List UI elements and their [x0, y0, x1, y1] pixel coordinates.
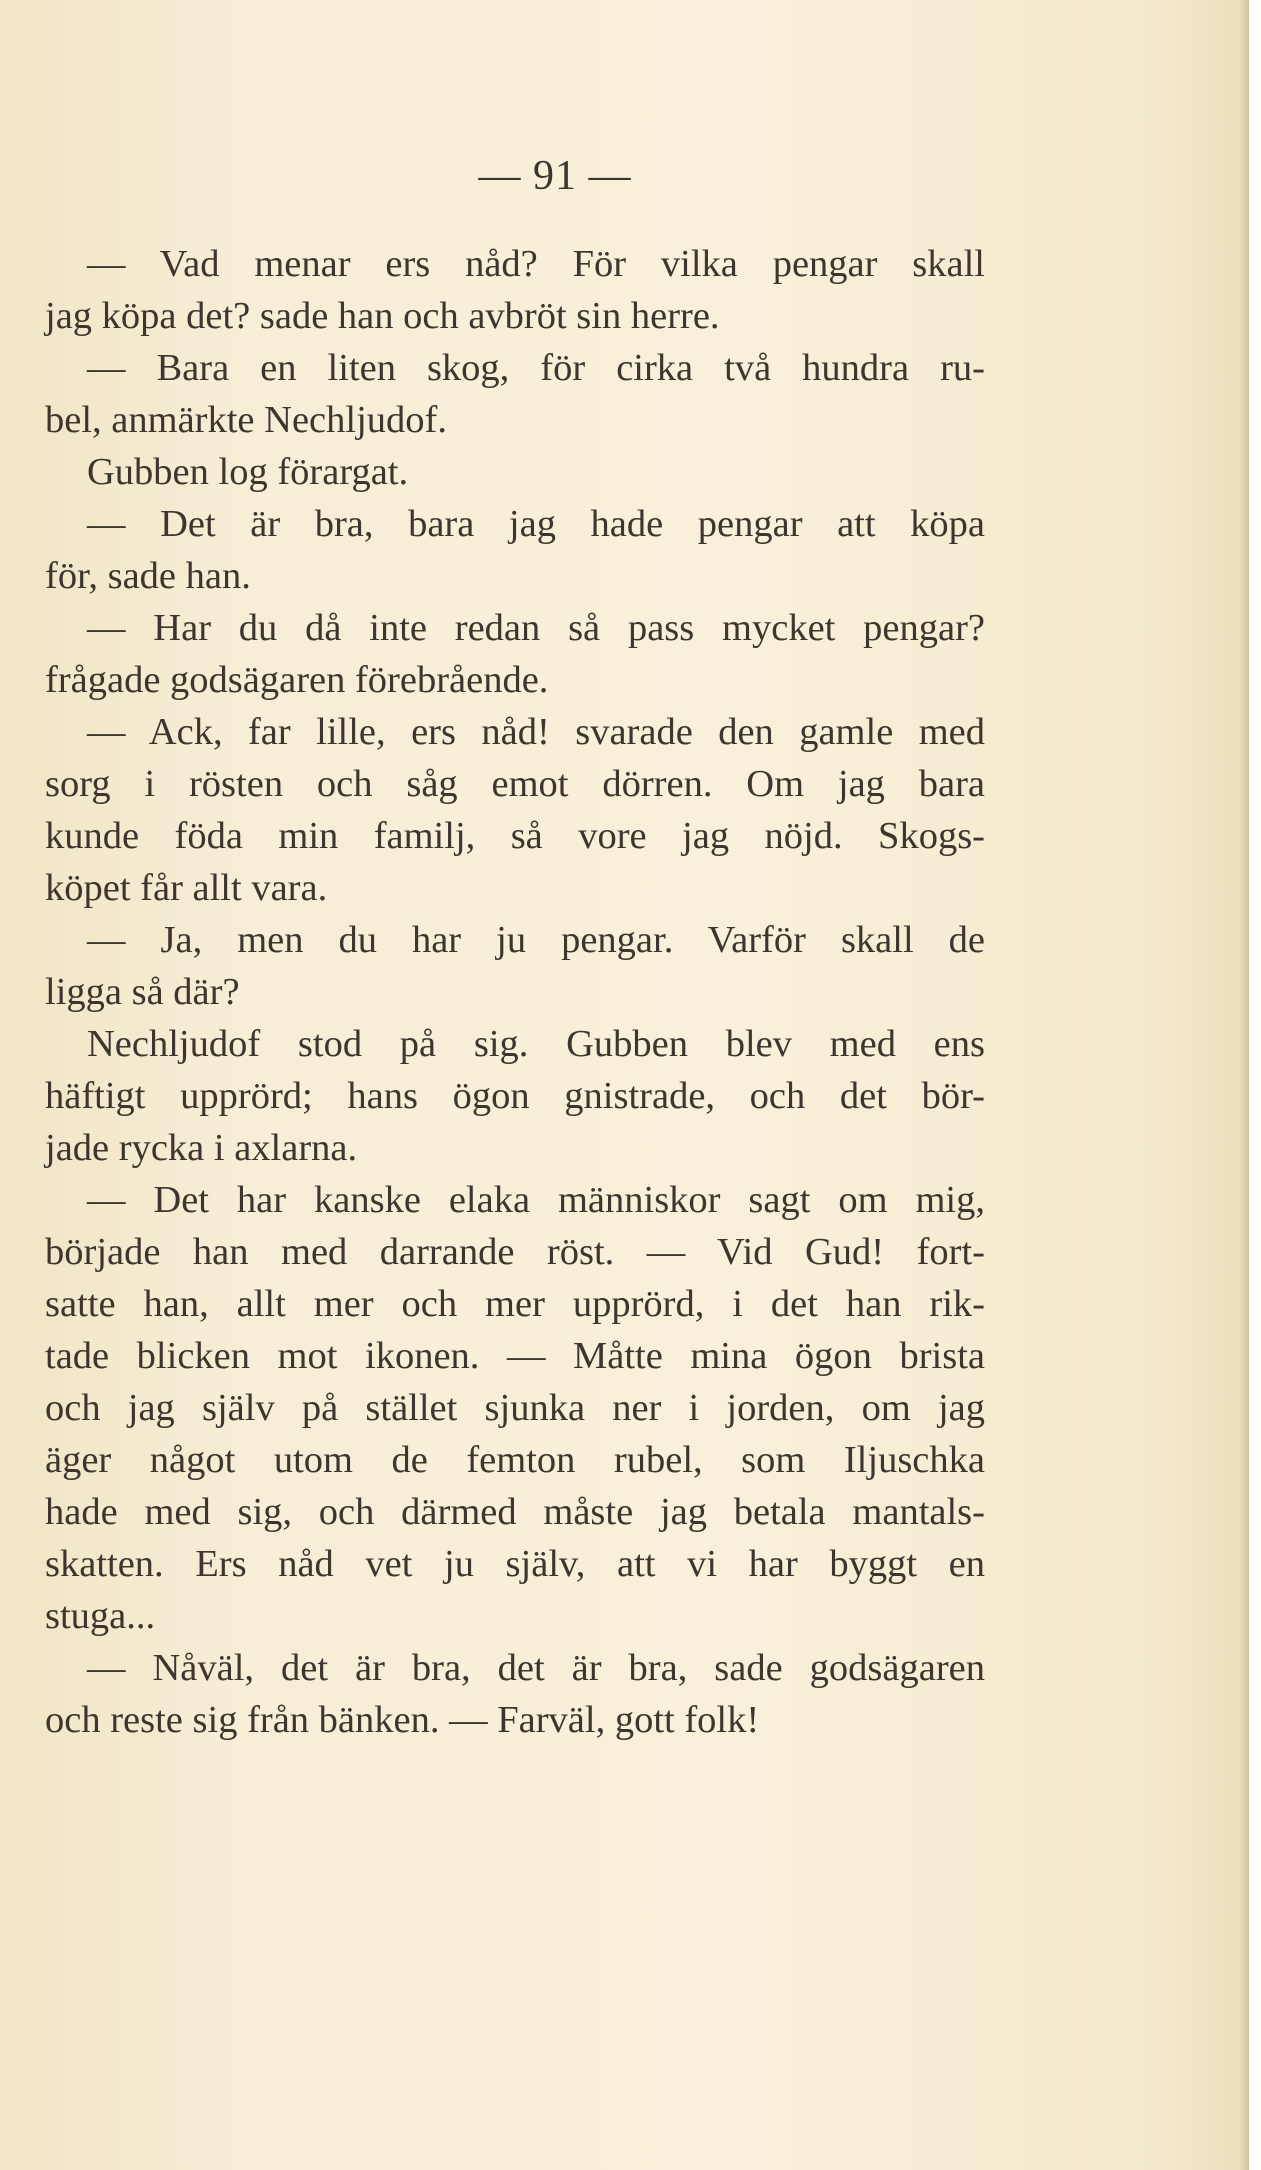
- page-edge: [1249, 0, 1261, 2170]
- text-line: började han med darrande röst. — Vid Gud! fort-: [45, 1231, 985, 1273]
- text-line: frågade godsägaren förebrående.: [45, 659, 549, 701]
- text-line: köpet får allt vara.: [45, 867, 328, 909]
- text-line: stuga...: [45, 1595, 156, 1637]
- page-edge-shadow: [1239, 0, 1249, 2170]
- text-line: Gubben log förargat.: [87, 451, 409, 493]
- text-line: bel, anmärkte Nechljudof.: [45, 399, 447, 441]
- text-line: och reste sig från bänken. — Farväl, gott folk!: [45, 1699, 760, 1741]
- text-line: — Har du då inte redan så pass mycket pengar?: [87, 607, 985, 649]
- text-line: jade rycka i axlarna.: [45, 1127, 358, 1169]
- text-line: häftigt upprörd; hans ögon gnistrade, och det bör-: [45, 1075, 985, 1117]
- body-text: [45, 238, 985, 1746]
- text-line: satte han, allt mer och mer upprörd, i det han rik-: [45, 1283, 985, 1325]
- text-line: hade med sig, och därmed måste jag betala mantals-: [45, 1491, 985, 1533]
- text-line: äger något utom de femton rubel, som Iljuschka: [45, 1439, 985, 1481]
- text-line: — Bara en liten skog, för cirka två hundra ru-: [87, 347, 985, 389]
- text-line: sorg i rösten och såg emot dörren. Om jag bara: [45, 763, 985, 805]
- page-number: — 91 —: [478, 153, 632, 199]
- text-line: — Det är bra, bara jag hade pengar att köpa: [87, 503, 985, 545]
- text-line: Nechljudof stod på sig. Gubben blev med ens: [87, 1023, 985, 1065]
- text-line: jag köpa det? sade han och avbröt sin herre.: [45, 295, 720, 337]
- text-line: — Det har kanske elaka människor sagt om mig,: [87, 1179, 985, 1221]
- text-line: ligga så där?: [45, 971, 240, 1013]
- text-line: — Nåväl, det är bra, det är bra, sade godsägaren: [87, 1647, 985, 1689]
- text-line: — Ja, men du har ju pengar. Varför skall de: [87, 919, 985, 961]
- text-line: kunde föda min familj, så vore jag nöjd. Skogs-: [45, 815, 985, 857]
- text-line: och jag själv på stället sjunka ner i jorden, om jag: [45, 1387, 985, 1429]
- text-line: — Ack, far lille, ers nåd! svarade den gamle med: [87, 711, 985, 753]
- text-line: tade blicken mot ikonen. — Måtte mina ögon brista: [45, 1335, 985, 1377]
- text-line: för, sade han.: [45, 555, 251, 597]
- text-line: — Vad menar ers nåd? För vilka pengar skall: [87, 243, 985, 285]
- text-line: skatten. Ers nåd vet ju själv, att vi har byggt en: [45, 1543, 985, 1585]
